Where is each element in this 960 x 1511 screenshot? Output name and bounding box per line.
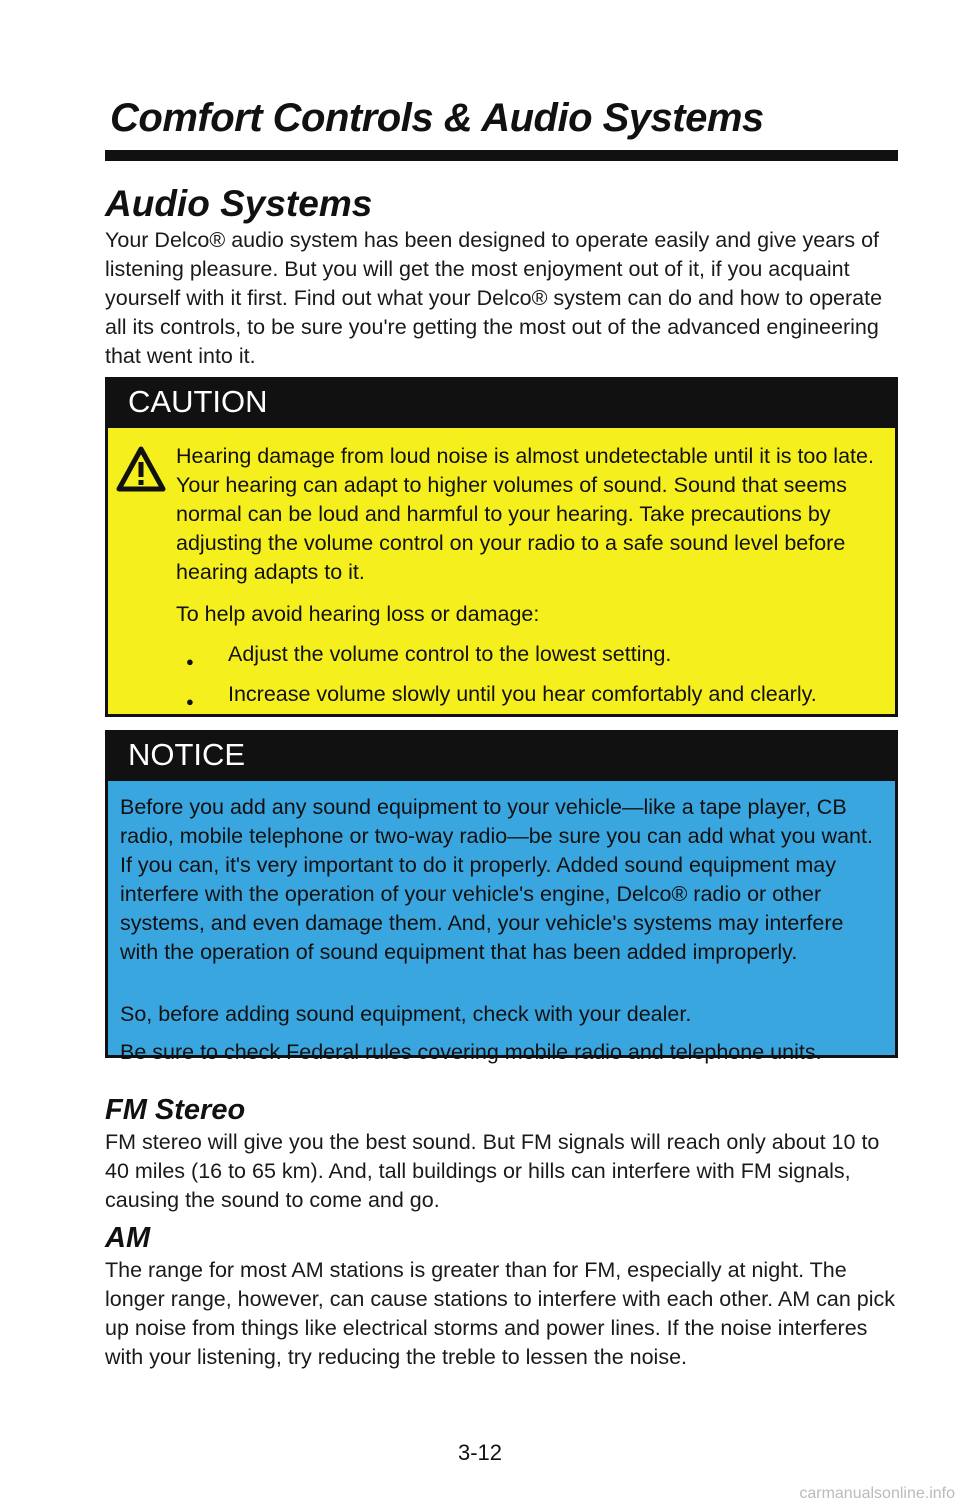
fm-stereo-heading: FM Stereo [105, 1094, 246, 1126]
chapter-rule [105, 150, 898, 161]
am-heading: AM [105, 1222, 151, 1254]
am-paragraph: The range for most AM stations is greater than for FM, especially at night. The longer range, however, can cause stations to interfere with each other. AM can pick up noise from things like electrical storms and power lines. If the noise interferes with your listening, try reducing the treble to lessen the noise. [105, 1258, 895, 1369]
caution-body [108, 428, 895, 714]
section-heading-audio-systems: Audio Systems [105, 183, 373, 224]
caution-bullet-text: Adjust the volume control to the lowest setting. [228, 642, 672, 666]
caution-text: Hearing damage from loud noise is almost undetectable until it is too late. Your hearing can adapt to higher volumes of sound. Sound that seems normal can be loud and harmful to your hearing. Take precautions by adjusting the volume control on your radio to a safe sound level before hearing adapts to it. [176, 444, 874, 584]
caution-box [105, 377, 898, 717]
warning-triangle-icon [116, 446, 166, 492]
notice-label: NOTICE [108, 733, 895, 781]
caution-bullet [188, 640, 671, 669]
watermark-url: carmanualsonline.info [799, 1485, 955, 1502]
caution-label: CAUTION [108, 380, 895, 428]
notice-federal-text: Be sure to check Federal rules covering mobile radio and telephone units. [120, 1040, 822, 1064]
fm-stereo-paragraph: FM stereo will give you the best sound. But FM signals will reach only about 10 to 40 miles (16 to 65 km). And, tall buildings or hills can interfere with FM signals, causing the sound to come and go. [105, 1130, 880, 1212]
notice-text: Before you add any sound equipment to your vehicle—like a tape player, CB radio, mobile telephone or two-way radio—be sure you can add what you want. If you can, it's very important to do it properly. Added sound equipment may interfere with the operation of your vehicle's engine, Delco® radio or other systems, and even damage them. And, your vehicle's systems may interfere with the operation of sound equipment that has been added improperly. [120, 795, 873, 964]
notice-box [105, 730, 898, 1064]
chapter-title: Comfort Controls & Audio Systems [110, 96, 764, 140]
notice-dealer-text: So, before adding sound equipment, check with your dealer. [120, 1002, 692, 1026]
caution-help-text: To help avoid hearing loss or damage: [176, 602, 540, 626]
notice-body [108, 781, 895, 1064]
caution-bullet [188, 680, 817, 709]
page-number: 3-12 [457, 1440, 503, 1465]
audio-intro-paragraph: Your Delco® audio system has been designed to operate easily and give years of listening pleasure. But you will get the most enjoyment out of it, if you acquaint yourself with it first. Find out what your Delco® system can do and how to operate all its controls, to be sure you're getting the most out of the advanced engineering that went into it. [105, 228, 883, 368]
caution-bullet-text: Increase volume slowly until you hear comfortably and clearly. [228, 682, 817, 706]
